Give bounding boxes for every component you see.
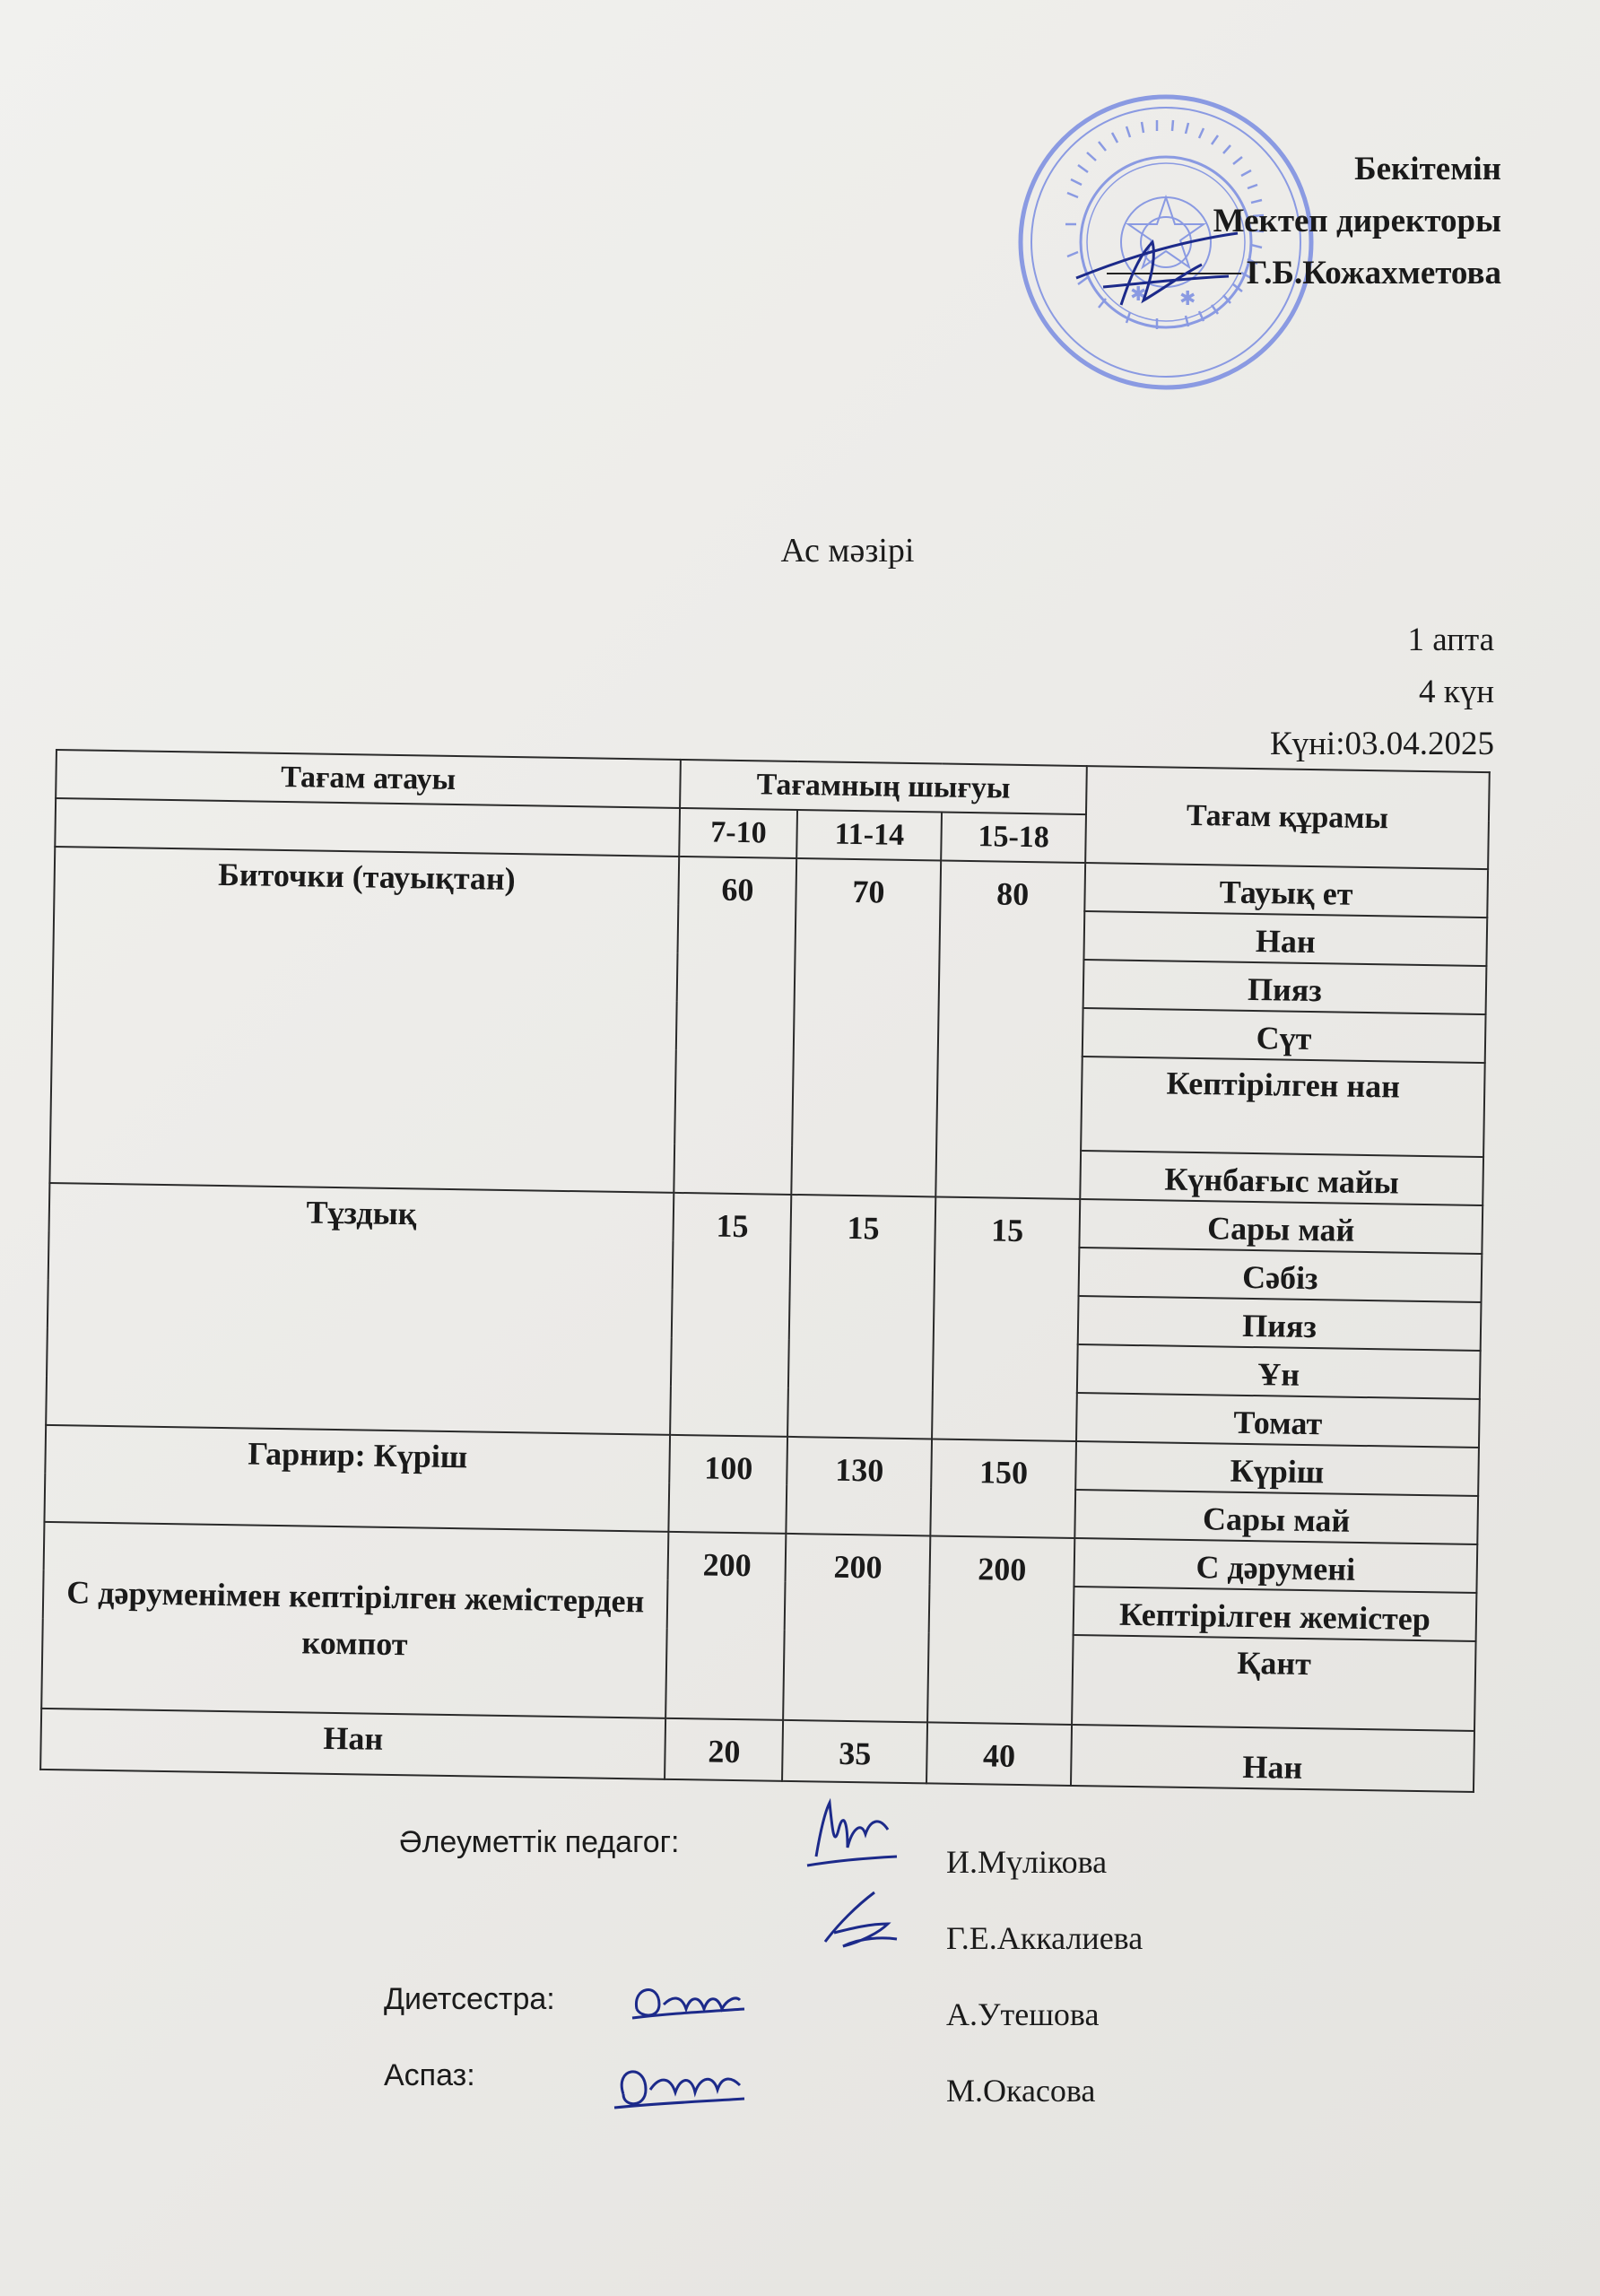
director-name: Г.Б.Кожахметова (1246, 255, 1501, 291)
ingredient: Сәбіз (1078, 1248, 1482, 1302)
date-label: Күні:03.04.2025 (1269, 726, 1494, 762)
social-pedagogue-signature-icon (798, 1794, 906, 1883)
dish-name: Биточки (тауықтан) (49, 847, 679, 1193)
week-label: 1 апта (1407, 622, 1494, 658)
ingredient: Күнбағыс майы (1080, 1151, 1483, 1205)
ingredient: Томат (1076, 1393, 1480, 1448)
portion-15-18: 200 (927, 1535, 1074, 1724)
ingredient: Күріш (1075, 1441, 1479, 1496)
second-signature-icon (807, 1883, 906, 1955)
portion-7-10: 100 (669, 1435, 788, 1534)
approval-title: Бекітемін (1354, 151, 1501, 187)
svg-text:✱: ✱ (1130, 283, 1147, 306)
header-dish-name: Тағам атауы (56, 750, 681, 808)
ingredient: Қант (1072, 1635, 1476, 1731)
dish-name: Нан (40, 1709, 665, 1779)
nurse-label: Диетсестра: (384, 1982, 555, 2016)
portion-15-18: 15 (932, 1196, 1080, 1440)
dish-name: Тұздық (46, 1183, 674, 1435)
portion-15-18: 40 (926, 1722, 1072, 1786)
ingredient: Кептірілген нан (1081, 1057, 1485, 1157)
portion-11-14: 70 (792, 858, 942, 1196)
portion-7-10: 200 (665, 1532, 786, 1720)
menu-meta (1270, 614, 1494, 770)
age-group-2: 11-14 (797, 810, 943, 861)
menu-table-wrapper (39, 749, 1491, 1793)
ingredient: С дәрумені (1074, 1538, 1477, 1593)
director-signature-icon (1067, 224, 1247, 314)
ingredient: Пияз (1078, 1296, 1482, 1351)
ingredient: Ұн (1077, 1344, 1481, 1399)
portion-11-14: 15 (787, 1195, 935, 1439)
ingredient: Кептірілген жемістер (1074, 1587, 1477, 1641)
day-label: 4 күн (1418, 674, 1494, 710)
social-pedagogue-label: Әлеуметтік педагог: (399, 1825, 680, 1859)
header-output: Тағамның шығуы (680, 760, 1086, 814)
dish-name: С дәруменімен кептірілген жемістерден компот (41, 1522, 668, 1718)
cook-name: М.Окасова (946, 2073, 1096, 2109)
ingredient: Сары май (1079, 1199, 1483, 1254)
age-group-3: 15-18 (941, 813, 1086, 864)
age-group-1: 7-10 (679, 808, 797, 858)
ingredient: Нан (1071, 1725, 1474, 1792)
portion-7-10: 20 (665, 1718, 783, 1781)
cook-signature-icon (605, 2049, 749, 2121)
ingredient: Сүт (1083, 1008, 1486, 1063)
social-pedagogue-name-2: Г.Е.Аккалиева (946, 1920, 1143, 1956)
ingredient: Пияз (1083, 960, 1487, 1014)
header-composition: Тағам құрамы (1085, 766, 1490, 869)
nurse-signature-icon (623, 1969, 749, 2031)
portion-11-14: 35 (782, 1720, 927, 1784)
portion-15-18: 150 (931, 1439, 1076, 1538)
social-pedagogue-name-1: И.Мүлікова (946, 1844, 1108, 1880)
nurse-name: А.Утешова (946, 1996, 1100, 2032)
cook-label: Аспаз: (384, 2058, 475, 2092)
ingredient: Сары май (1074, 1490, 1478, 1544)
menu-table (39, 749, 1491, 1793)
portion-11-14: 130 (787, 1437, 932, 1536)
ingredient: Тауық ет (1084, 863, 1488, 918)
ingredient: Нан (1083, 911, 1487, 966)
portion-7-10: 15 (670, 1193, 791, 1437)
approval-position: Мектеп директоры (1213, 203, 1501, 239)
portion-15-18: 80 (935, 861, 1085, 1199)
svg-text:✱: ✱ (1179, 288, 1196, 310)
portion-11-14: 200 (783, 1534, 930, 1722)
page-title: Ас мәзірі (780, 532, 915, 570)
dish-name: Гарнир: Күріш (44, 1425, 670, 1532)
portion-7-10: 60 (674, 857, 797, 1195)
